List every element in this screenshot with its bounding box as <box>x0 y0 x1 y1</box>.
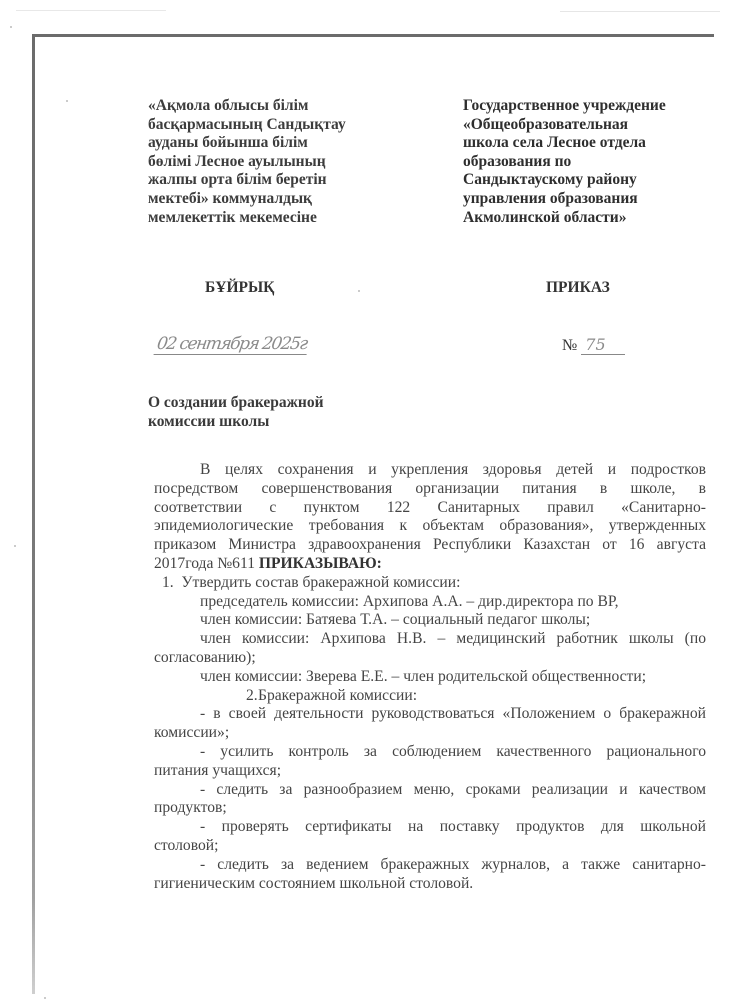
duty-line: - следить за ведением бракеражных журналов, а также санитарно- <box>200 855 706 873</box>
duty-line-cont: комиссии»; <box>154 724 230 742</box>
intro-line: приказом Министра здравоохранения Республики Казахстан от 16 августа <box>154 536 706 554</box>
subject-line: комиссии школы <box>148 413 270 430</box>
header-ru-line: Государственное учреждение <box>463 97 666 114</box>
scan-speck <box>10 26 12 28</box>
intro-line: В целях сохранения и укрепления здоровья детей и подростков <box>200 461 706 478</box>
scan-speck <box>66 100 68 102</box>
header-ru-line: управления образования <box>463 189 638 207</box>
order-subject <box>148 393 324 431</box>
handwritten-date: 02 сентября 2025г <box>154 334 310 355</box>
member-line: член комиссии: Зверева Е.Е. – член родительской общественности; <box>200 667 647 685</box>
header-ru-line: Акмолинской области» <box>463 208 627 226</box>
order-number <box>562 335 625 355</box>
header-kz-line: жалпы орта білім беретін <box>148 171 327 189</box>
member-line: член комиссии: Батяева Т.А. – социальный педагог школы; <box>200 611 591 629</box>
item-2-text: Бракеражной комиссии: <box>258 686 418 704</box>
member-line: член комиссии: Архипова Н.В. – медицинский работник школы (по <box>200 630 706 648</box>
header-ru-line: «Общеобразовательная <box>463 115 629 133</box>
header-ru-line: школа села Лесное отдела <box>463 134 646 152</box>
scan-artifact-line <box>16 10 166 11</box>
intro-line: посредством совершенствования организации питания в школе, в <box>154 479 706 497</box>
page-border-left <box>32 34 35 994</box>
item-1 <box>154 574 706 593</box>
scan-speck <box>358 290 360 292</box>
scan-speck <box>44 997 46 999</box>
header-kazakh <box>148 97 428 227</box>
item-2 <box>154 687 706 706</box>
number-label: № <box>562 337 578 354</box>
command-word: ПРИКАЗЫВАЮ: <box>258 554 382 572</box>
scan-speck <box>14 545 16 547</box>
scan-artifact-line <box>560 11 720 12</box>
header-ru-line: Сандыктаускому району <box>463 171 637 189</box>
item-1-number: 1. <box>162 573 174 591</box>
member-line-cont: согласованию); <box>154 648 256 666</box>
header-kz-line: ауданы бойынша білім <box>148 134 308 152</box>
intro-line: соответствии с пунктом 122 Санитарных правил «Санитарно- <box>154 498 706 516</box>
title-russian: ПРИКАЗ <box>546 279 610 296</box>
handwritten-number: 75 <box>581 335 625 355</box>
subject-line: О создании бракеражной <box>148 394 324 411</box>
page-border-top <box>32 34 714 37</box>
duty-line-cont: столовой; <box>154 836 219 854</box>
order-body <box>154 461 706 893</box>
item-2-number: 2. <box>246 686 258 704</box>
header-ru-line: образования по <box>463 152 572 170</box>
header-kz-line: мектебі» коммуналдық <box>148 189 312 207</box>
header-kz-line: бөлімі Лесное ауылының <box>148 152 326 170</box>
header-kz-line: мемлекеттік мекемесіне <box>148 208 317 226</box>
intro-line: эпидемиологические требования к объектам образования», утвержденных <box>154 517 706 535</box>
duty-line: - следить за разнообразием меню, сроками реализации и качеством <box>200 780 706 798</box>
duty-line-cont: питания учащихся; <box>154 761 282 779</box>
header-russian <box>463 97 723 227</box>
member-line: председатель комиссии: Архипова А.А. – дир.директора по ВР, <box>200 592 619 610</box>
duty-line-cont: гигиеническим состоянием школьной столовой. <box>154 874 474 892</box>
intro-reference: 2017года №611 <box>154 554 259 572</box>
duty-line: - усилить контроль за соблюдением качественного рационального <box>200 742 706 760</box>
duty-line: - в своей деятельности руководствоваться «Положением о бракеражной <box>200 705 706 723</box>
header-kz-line: басқармасының Сандықтау <box>148 115 346 133</box>
item-1-text: Утвердить состав бракеражной комиссии: <box>181 573 461 591</box>
duty-line-cont: продуктов; <box>154 799 227 817</box>
title-kazakh: БҰЙРЫҚ <box>205 279 275 296</box>
header-kz-line: «Ақмола облысы білім <box>148 97 309 114</box>
duty-line: - проверять сертификаты на поставку продуктов для школьной <box>200 818 706 836</box>
intro-last-line <box>154 555 706 574</box>
